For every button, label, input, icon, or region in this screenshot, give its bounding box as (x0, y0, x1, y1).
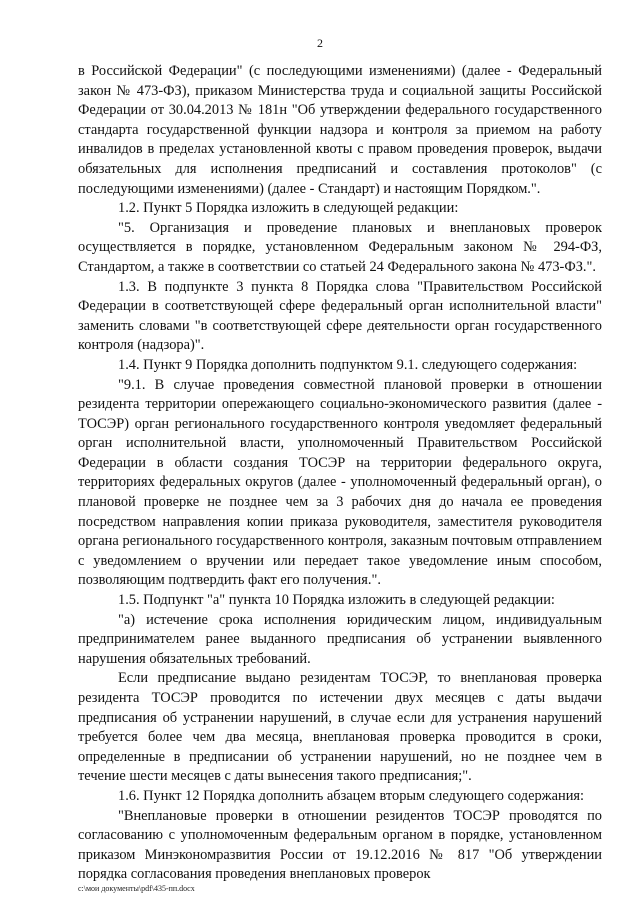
paragraph: 1.6. Пункт 12 Порядка дополнить абзацем вторым следующего содержания: (118, 787, 585, 804)
page-number: 2 (317, 36, 323, 50)
paragraph: 1.2. Пункт 5 Порядка изложить в следующей редакции: (118, 200, 459, 217)
paragraph: "Внеплановые проверки в отношении резидентов ТОСЭР проводятся по согласованию с уполномоченным федеральным органом в порядке, установленном приказом Минэкономразвития России от 19.12.2016 № 817 "Об утверждении порядка согласования проведения внеплановых проверок (78, 807, 602, 883)
paragraph: "5. Организация и проведение плановых и внеплановых проверок осуществляется в порядке, установленном Федеральным законом № 294-ФЗ, Стандартом, а также в соответствии со статьей 24 Федерального закона № 473-ФЗ.". (78, 219, 602, 275)
paragraph: 1.5. Подпункт "а" пункта 10 Порядка изложить в следующей редакции: (118, 592, 555, 609)
paragraph: "а) истечение срока исполнения юридическим лицом, индивидуальным предпринимателем ранее выданного предписания об устранении выявленного нарушения обязательных требований. (78, 611, 602, 667)
paragraph: Если предписание выдано резидентам ТОСЭР, то внеплановая проверка резидента ТОСЭР проводится по истечении двух месяцев с даты выдачи предписания об устранении нарушений, в случае если для устранения нарушений требуется более чем два месяца, внеплановая проверка проводится в сроки, определенные в предписании об устранении нарушений, но не позднее чем в течение шести месяцев с даты вынесения такого предписания;". (78, 670, 602, 785)
paragraph: 1.3. В подпункте 3 пункта 8 Порядка слова "Правительством Российской Федерации в соответствующей сфере федеральный орган исполнительной власти" заменить словами "в соответствующей сфере деятельности орган государственного контроля (надзора)". (78, 278, 602, 354)
paragraph: "9.1. В случае проведения совместной плановой проверки в отношении резидента территории опережающего социально-экономического развития (далее - ТОСЭР) орган регионального государственного контроля уведомляет федеральный орган исполнительной власти, уполномоченный Правительством Российской Федерации в области создания ТОСЭР на территории федерального округа, территориях федеральных округов (далее - уполномоченный федеральный орган), о плановой проверке не позднее чем за 3 рабочих дня до начала ее проведения посредством направления копии приказа руководителя, заместителя руководителя органа регионального государственного контроля, заказным почтовым отправлением с уведомлением о вручении или передает такое уведомление иным способом, позволяющим подтвердить факт его получения.". (78, 376, 602, 589)
paragraph: 1.4. Пункт 9 Порядка дополнить подпунктом 9.1. следующего содержания: (118, 356, 578, 373)
paragraph: в Российской Федерации" (с последующими изменениями) (далее - Федеральный закон № 473-ФЗ), приказом Министерства труда и социальной защиты Российской Федерации от 30.04.2013 № 181н "Об утверждении федерального государственного стандарта государственной функции надзора и контроля за приемом на работу инвалидов в пределах установленной квоты с правом проведения проверок, выдачи обязательных для исполнения предписаний и составления протоколов" (с последующими изменениями) (далее - Стандарт) и настоящим Порядком.". (78, 63, 602, 197)
document-body (78, 62, 602, 885)
footer-file-path: c:\мои документы\pdf\435-пп.docx (78, 884, 195, 893)
